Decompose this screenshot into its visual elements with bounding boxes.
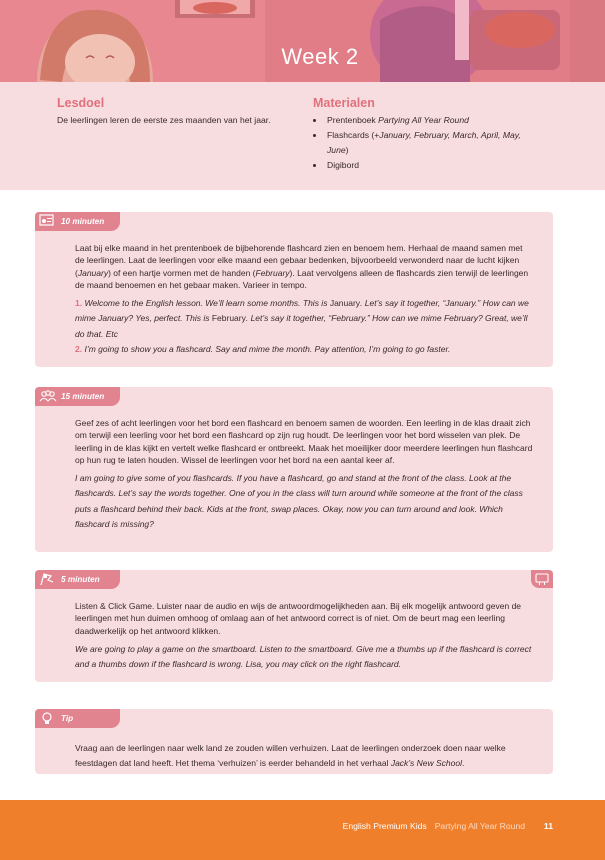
lesdoel-text: De leerlingen leren de eerste zes maanden van het jaar. [57, 115, 271, 125]
materialen-block [313, 96, 553, 173]
goals-section [0, 82, 605, 190]
activity-card-3 [35, 570, 553, 682]
activity-body [75, 600, 533, 672]
group-icon [39, 389, 57, 404]
header-banner [0, 0, 605, 82]
duration-label: 15 minuten [61, 392, 105, 401]
duration-label: 10 minuten [61, 217, 105, 226]
materials-item: • Flashcards (+January, February, March, April, May, June) [325, 128, 553, 158]
teacher-script: 1. Welcome to the English lesson. We’ll learn some months. This is January. Let’s say it together, “January.” How can we mime January? Yes, perfect. This is February. Let’s say it together, “February.” How can we mime February? Great, we’ll do that. Etc 2. I’m going to show you a flashcard. Say and mime the month. Pay attention, I’m going to go faster. [75, 298, 529, 354]
instruction-text: Laat bij elke maand in het prentenboek de bijbehorende flashcard zien en benoem hem. Herhaal de maand samen met de leerlingen. Laat de leerlingen voor elke maand een gebaar bedenken, bijvoorbeeld verwonderd naar de lucht kijken (January) of een hartje vormen met de handen (February). Laat vervolgens alleen de flashcards zien terwijl de leerlingen de maand benoemen en het gebaar maken. Varieer in tempo. [75, 243, 529, 290]
smartboard-corner [531, 570, 553, 588]
teacher-board-icon [39, 214, 55, 229]
tip-card [35, 709, 553, 774]
footer [0, 800, 605, 860]
footer-text [343, 821, 525, 831]
tip-tag [35, 709, 120, 728]
tip-text: Vraag aan de leerlingen naar welk land ze zouden willen verhuizen. Laat de leerlingen onderzoek doen naar welke feestdagen dat land heeft. Het thema ‘verhuizen’ is eerder behandeld in het verhaal Jack’s New School. [75, 743, 506, 768]
materials-list [313, 113, 553, 173]
duration-tag [35, 212, 120, 231]
instruction-text: Geef zes of acht leerlingen voor het bord een flashcard en benoem samen de woorden. Een leerling in de klas draait zich om terwijl een leerling voor het bord een flashcard op zijn rug houdt. De leerlingen voor het bord wisselen van plek. De leerling in de klas kijkt en vertelt welke flashcard er ontbreekt. Maak het moeilijker door meerdere leerlingen hun flashcard op hun rug te laten houden. Wissel de leerlingen voor het bord na een aantal keer af. [75, 418, 533, 465]
duration-tag [35, 387, 120, 406]
lightbulb-icon [39, 711, 55, 726]
activity-card-2 [35, 387, 553, 552]
teacher-script: We are going to play a game on the smartboard. Listen to the smartboard. Give me a thumbs up if the flashcard is correct and a thumbs down if the flashcard is wrong. Lisa, you may click on the right flashcard. [75, 643, 532, 670]
week-title: Week 2 [281, 44, 359, 69]
page-number: 11 [543, 821, 553, 831]
duration-label: 5 minuten [61, 575, 100, 584]
teacher-script: I am going to give some of you flashcards. If you have a flashcard, go and stand at the front of the class. Look at the flashcards. Let’s say the words together. One of you in the class will turn around while someone at the front of the class puts a flashcard behind their back. Kids at the front, swap places. Okay, now you can turn around and look. Which flashcard is missing? [75, 473, 523, 529]
activity-card-1 [35, 212, 553, 367]
tip-label: Tip [61, 714, 74, 723]
footer-brand: English Premium Kids [342, 821, 427, 831]
lesdoel-heading: Lesdoel [57, 96, 105, 110]
instruction-text: Listen & Click Game. Luister naar de audio en wijs de antwoordmogelijkheden aan. Bij elk mogelijk antwoord geven de leerlingen met hun duimen omhoog of omlaag aan of het antwoord correct is of niet. Om de beurt mag een leerling daadwerkelijk op het antwoord klikken. [75, 601, 522, 636]
materials-item: • Digibord [325, 158, 553, 173]
activity-body [75, 417, 533, 532]
tip-body [75, 741, 533, 771]
flags-icon [39, 572, 55, 587]
materials-item: • Prentenboek Partying All Year Round [325, 113, 553, 128]
duration-tag [35, 570, 120, 589]
footer-subtitle: Partying All Year Round [434, 821, 525, 831]
materialen-heading: Materialen [313, 96, 375, 110]
activity-body [75, 242, 533, 357]
smartboard-icon [531, 570, 553, 588]
lesdoel-block [57, 96, 297, 126]
